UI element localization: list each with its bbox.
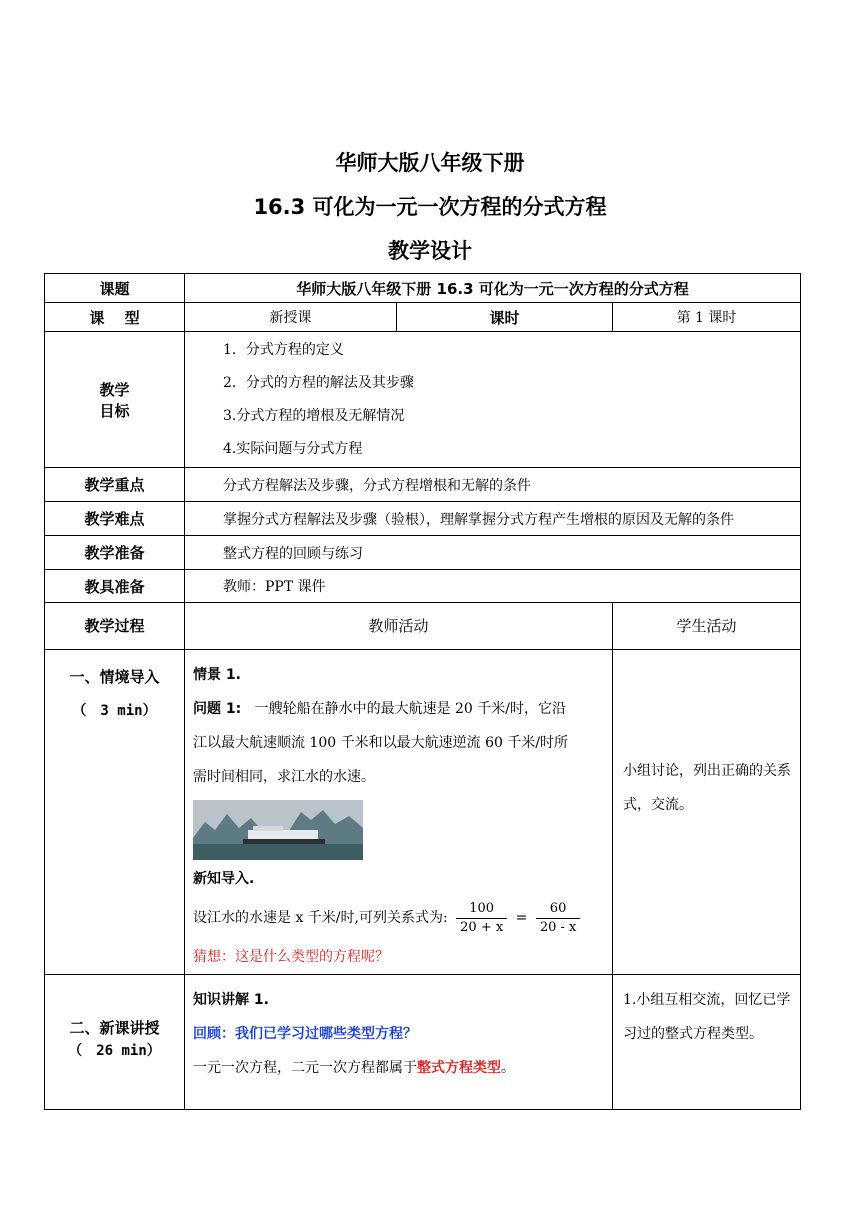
goal-item: 2．分式的方程的解法及其步骤 — [223, 374, 414, 391]
problem-text1: 一艘轮船在静水中的最大航速是 20 千米/时，它沿 — [254, 701, 567, 717]
section1-time: （ 3 min） — [72, 703, 157, 719]
section1-teacher-content — [185, 650, 613, 975]
problem-line3: 需时间相同，求江水的水速。 — [193, 769, 375, 785]
review-answer-highlight: 整式方程类型 — [417, 1060, 501, 1076]
goals-label-line1: 教学 — [99, 380, 130, 399]
fraction-2-denominator: 20 - x — [539, 919, 577, 935]
difficulty-label: 教学难点 — [45, 502, 185, 536]
section1-label — [45, 650, 185, 975]
ship-river-photo — [193, 800, 363, 860]
goal-item: 4.实际问题与分式方程 — [223, 440, 363, 457]
student-activity-header: 学生活动 — [613, 603, 801, 650]
topic-value: 华师大版八年级下册 16.3 可化为一元一次方程的分式方程 — [185, 274, 801, 303]
type-label: 课 型 — [45, 303, 185, 332]
topic-label: 课题 — [45, 274, 185, 303]
section2-label — [45, 975, 185, 1110]
key-points-label: 教学重点 — [45, 468, 185, 502]
section2-student-content — [613, 975, 801, 1110]
tools-value: 教师：PPT 课件 — [185, 570, 801, 603]
difficulty-value: 掌握分式方程解法及步骤（验根），理解掌握分式方程产生增根的原因及无解的条件 — [185, 502, 801, 536]
problem-label: 问题 1: — [193, 701, 242, 717]
section2-time: （ 26 min） — [68, 1043, 161, 1059]
review-answer-end: 。 — [501, 1060, 515, 1076]
goals-list — [185, 332, 801, 468]
section2-student-line1: 1.小组互相交流，回忆已学 — [623, 992, 791, 1008]
fraction-1-numerator: 100 — [456, 900, 507, 919]
section1-student-line1: 小组讨论，列出正确的关系 — [623, 763, 791, 779]
equation-text: 设江水的水速是 x 千米/时,可列关系式为: — [193, 910, 448, 926]
section1-student-content — [613, 650, 801, 975]
scene-label: 情景 1. — [193, 667, 241, 683]
fraction-2-numerator: 60 — [536, 900, 581, 919]
section1-name: 一、情境导入 — [69, 668, 160, 686]
fraction-2 — [536, 900, 581, 937]
doc-title-line2: 16.3 可化为一元一次方程的分式方程 — [253, 195, 607, 219]
fraction-1-denominator: 20 + x — [460, 919, 504, 935]
fraction-1 — [456, 900, 507, 937]
review-question: 回顾：我们已学习过哪些类型方程？ — [193, 1026, 417, 1042]
lesson-plan-table — [44, 273, 801, 1110]
problem-line2: 江以最大航速顺流 100 千米和以最大航速逆流 60 千米/时所 — [193, 735, 569, 751]
teacher-activity-header: 教师活动 — [185, 603, 613, 650]
section2-name: 二、新课讲授 — [69, 1019, 160, 1037]
problem-line1 — [193, 692, 604, 726]
review-answer — [193, 1051, 604, 1085]
type-value: 新授课 — [185, 303, 397, 332]
review-answer-text: 一元一次方程，二元一次方程都属于 — [193, 1060, 417, 1076]
guess-question: 猜想：这是什么类型的方程呢？ — [193, 949, 389, 965]
goals-label — [45, 332, 185, 468]
section2-student-line2: 习过的整式方程类型。 — [623, 1026, 763, 1042]
tools-label: 教具准备 — [45, 570, 185, 603]
goal-item: 1．分式方程的定义 — [223, 341, 344, 358]
new-knowledge-label: 新知导入. — [193, 871, 255, 887]
prep-label: 教学准备 — [45, 536, 185, 570]
goal-item: 3.分式方程的增根及无解情况 — [223, 407, 405, 424]
key-points-value: 分式方程解法及步骤，分式方程增根和无解的条件 — [185, 468, 801, 502]
equation-line — [193, 896, 604, 940]
section2-teacher-content — [185, 975, 613, 1110]
period-value: 第 1 课时 — [613, 303, 801, 332]
section1-student-line2: 式，交流。 — [623, 797, 693, 813]
goals-label-line2: 目标 — [99, 401, 130, 420]
prep-value: 整式方程的回顾与练习 — [185, 536, 801, 570]
doc-title-line1: 华师大版八年级下册 — [335, 151, 525, 175]
period-label: 课时 — [397, 303, 613, 332]
knowledge-label: 知识讲解 1. — [193, 992, 269, 1008]
doc-title-line3: 教学设计 — [388, 239, 472, 263]
process-label: 教学过程 — [45, 603, 185, 650]
equals-sign: = — [515, 910, 528, 926]
